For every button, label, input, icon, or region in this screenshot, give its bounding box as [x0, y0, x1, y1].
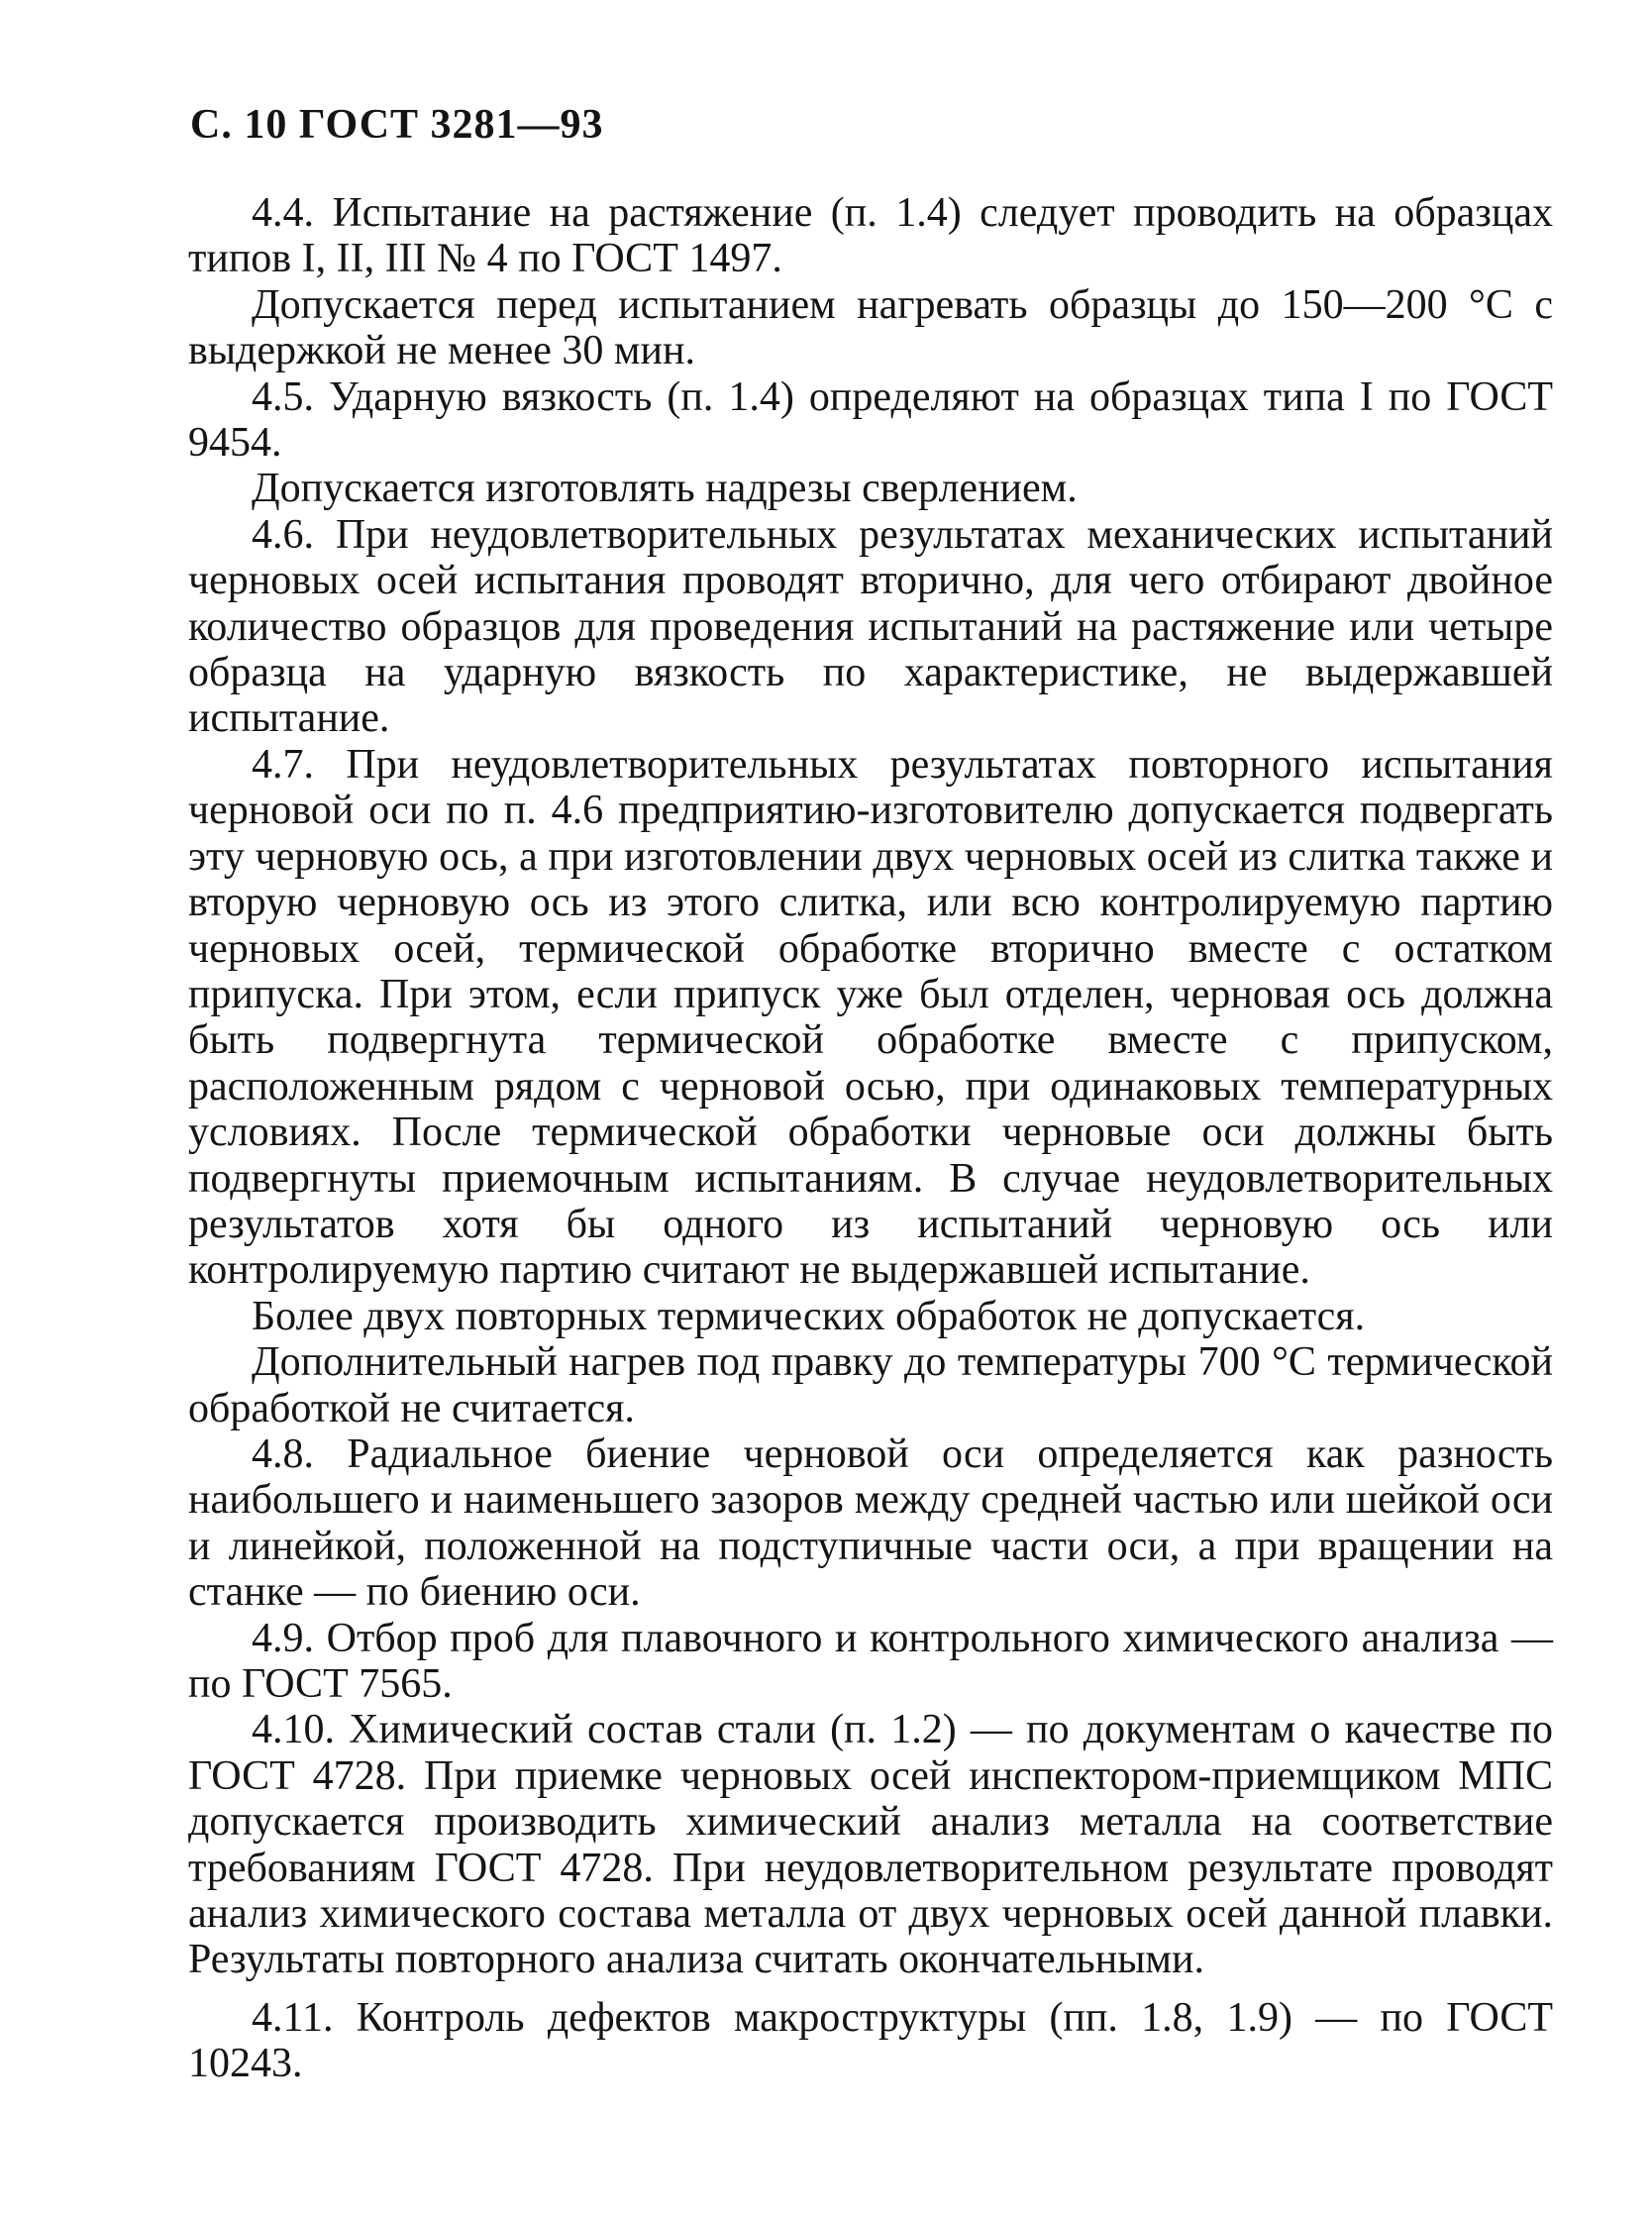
paragraph-4-11: 4.11. Контроль дефектов макроструктуры (пп. 1.8, 1.9) — по ГОСТ 10243. [188, 1994, 1553, 2087]
paragraph-4-4: 4.4. Испытание на растяжение (п. 1.4) следует проводить на образцах типов I, II, III № 4 по ГОСТ 1497. [188, 190, 1553, 282]
paragraph-4-7-note-2: Дополнительный нагрев под правку до температуры 700 °С термической обработкой не считается. [188, 1339, 1553, 1431]
paragraph-4-9: 4.9. Отбор проб для плавочного и контрольного химического анализа — по ГОСТ 7565. [188, 1615, 1553, 1707]
paragraph-4-6: 4.6. При неудовлетворительных результатах механических испытаний черновых осей испытания проводят вторично, для чего отбирают двойное количество образцов для проведения испытаний на растяжение или четыре образца на ударную вязкость по характеристике, не выдержавшей испытание. [188, 511, 1553, 742]
paragraph-4-10: 4.10. Химический состав стали (п. 1.2) — по документам о качестве по ГОСТ 4728. При приемке черновых осей инспектором-приемщиком МПС допускается производить химический анализ металла на соответствие требованиям ГОСТ 4728. При неудовлетворительном результате проводят анализ химического состава металла от двух черновых осей данной плавки. Результаты повторного анализа считать окончательными. [188, 1707, 1553, 1983]
page-header: С. 10 ГОСТ 3281—93 [190, 102, 604, 148]
paragraph-4-5-note: Допускается изготовлять надрезы сверлением. [252, 466, 1078, 512]
paragraph-4-5: 4.5. Ударную вязкость (п. 1.4) определяют на образцах типа I по ГОСТ 9454. [188, 373, 1553, 467]
paragraph-4-7: 4.7. При неудовлетворительных результатах повторного испытания черновой оси по п. 4.6 предприятию-изготовителю допускается подвергать эту черновую ось, а при изготовлении двух черновых осей из слитка также и вторую черновую ось из этого слитка, или всю контролируемую партию черновых осей, термической обработке вторично вместе с остатком припуска. При этом, если припуск уже был отделен, черновая ось должна быть подвергнута термической обработке вместе с припуском, расположенным рядом с черновой осью, при одинаковых температурных условиях. После термической обработки черновые оси должны быть подвергнуты приемочным испытаниям. В случае неудовлетворительных результатов хотя бы одного из испытаний черновую ось или контролируемую партию считают не выдержавшей испытание. [188, 741, 1553, 1294]
paragraph-4-4-note: Допускается перед испытанием нагревать образцы до 150—200 °С с выдержкой не менее 30 мин. [188, 281, 1553, 374]
paragraph-4-7-note-1: Более двух повторных термических обработок не допускается. [252, 1293, 1366, 1339]
document-body [188, 190, 1553, 2087]
paragraph-4-8: 4.8. Радиальное биение черновой оси определяется как разность наибольшего и наименьшего зазоров между средней частью или шейкой оси и линейкой, положенной на подступичные части оси, а при вращении на станке — по биению оси. [188, 1430, 1553, 1616]
